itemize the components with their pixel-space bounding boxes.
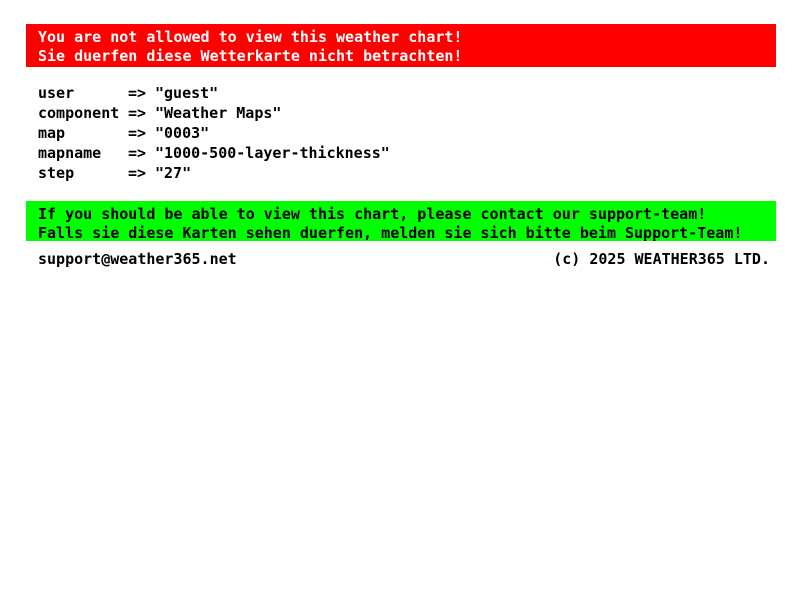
- access-denied-banner: [26, 24, 776, 67]
- support-info-line-de: Falls sie diese Karten sehen duerfen, melden sie sich bitte beim Support-Team!: [38, 224, 743, 241]
- arrow-glyph: =>: [128, 104, 147, 122]
- detail-row-user: [38, 83, 776, 103]
- arrow-glyph: =>: [128, 144, 147, 162]
- detail-key: user: [38, 84, 75, 102]
- copyright-notice: (c) 2025 WEATHER365 LTD.: [553, 250, 770, 268]
- detail-value: "27": [155, 164, 192, 182]
- arrow-glyph: =>: [128, 124, 147, 142]
- detail-value: "0003": [155, 124, 210, 142]
- request-details: [38, 83, 776, 183]
- detail-value: "Weather Maps": [155, 104, 282, 122]
- detail-value: "guest": [155, 84, 219, 102]
- detail-key: component: [38, 104, 120, 122]
- detail-key: map: [38, 124, 66, 142]
- detail-key: mapname: [38, 144, 102, 162]
- detail-key: step: [38, 164, 75, 182]
- detail-value: "1000-500-layer-thickness": [155, 144, 390, 162]
- footer: [26, 250, 776, 269]
- detail-row-step: [38, 163, 776, 183]
- access-denied-line-en: You are not allowed to view this weather chart!: [38, 28, 463, 46]
- support-email: support@weather365.net: [38, 250, 237, 268]
- detail-row-mapname: [38, 143, 776, 163]
- error-page: [26, 24, 776, 269]
- access-denied-line-de: Sie duerfen diese Wetterkarte nicht betrachten!: [38, 47, 463, 65]
- support-info-line-en: If you should be able to view this chart, please contact our support-team!: [38, 205, 707, 223]
- arrow-glyph: =>: [128, 164, 147, 182]
- support-info-banner: [26, 201, 776, 241]
- detail-row-map: [38, 123, 776, 143]
- arrow-glyph: =>: [128, 84, 147, 102]
- detail-row-component: [38, 103, 776, 123]
